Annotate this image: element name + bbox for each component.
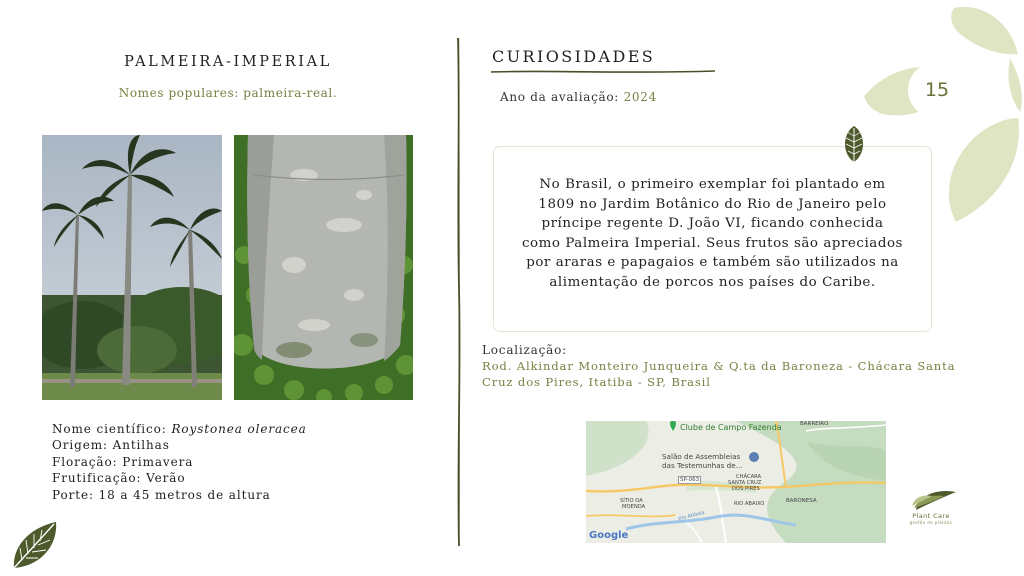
year-label: Ano da avaliação: xyxy=(500,90,620,104)
location-map[interactable] xyxy=(586,421,886,543)
evaluation-year xyxy=(500,90,657,104)
trunk-photo xyxy=(234,135,413,400)
scientific-name-label: Nome científico: xyxy=(52,422,172,436)
map-label-sitio-1: SÍTIO DA xyxy=(620,498,643,504)
map-label-club: Clube de Campo Fazenda xyxy=(680,423,782,432)
column-divider xyxy=(452,38,466,546)
location-label: Localização: xyxy=(482,343,567,357)
flowering: Floração: Primavera xyxy=(52,454,194,469)
brand-name: Plant Care xyxy=(912,512,950,520)
page-number: 15 xyxy=(924,79,950,101)
map-label-barreiro: BARREIRO xyxy=(800,421,829,427)
leaf-icon xyxy=(8,518,62,572)
map-label-chacara-2: SANTA CRUZ xyxy=(728,480,762,486)
leaf-icon xyxy=(840,124,868,164)
map-label-salao-2: das Testemunhas de... xyxy=(662,461,743,470)
curiosities-title: CURIOSIDADES xyxy=(492,47,656,66)
google-logo: Google xyxy=(589,530,629,541)
location-address: Rod. Alkindar Monteiro Junqueira & Q.ta da Baroneza - Chácara Santa Cruz dos Pires, Itatiba - SP, Brasil xyxy=(482,359,956,389)
map-label-rio-abaixo: RIO ABAIXO xyxy=(734,501,765,507)
map-label-river: Rio Atibaia xyxy=(677,509,706,523)
curiosity-text: No Brasil, o primeiro exemplar foi plantado em 1809 no Jardim Botânico do Rio de Janeiro pelo príncipe regente D. João VI, ficando conhecida como Palmeira Imperial. Seus frutos são apreciados por araras e papagaios e também são utilizados na alimentação de porcos nos países do Caribe. xyxy=(522,177,903,290)
fruiting: Frutificação: Verão xyxy=(52,471,186,486)
map-label-road: SP-063 xyxy=(680,477,700,483)
map-label-chacara-3: DOS PIRES xyxy=(732,486,760,492)
map-label-chacara-1: CHÁCARA xyxy=(736,474,762,480)
plant-title: PALMEIRA-IMPERIAL xyxy=(124,54,332,70)
scientific-name-row xyxy=(52,421,307,437)
popular-names: Nomes populares: palmeira-real. xyxy=(118,86,338,100)
map-label-baronesa: BARONESA xyxy=(786,498,817,504)
plant-info xyxy=(52,421,307,503)
origin: Origem: Antilhas xyxy=(52,438,170,453)
palm-trees-photo xyxy=(42,135,222,400)
scientific-name: Roystonea oleracea xyxy=(171,422,307,436)
map-label-sitio-2: MOENDA xyxy=(622,504,646,510)
year-value: 2024 xyxy=(623,90,657,104)
size: Porte: 18 a 45 metros de altura xyxy=(52,487,271,502)
map-label-salao-1: Salão de Assembleias xyxy=(662,452,741,461)
brand-tagline: gestão de plantas xyxy=(909,520,953,525)
title-underline xyxy=(491,68,715,76)
